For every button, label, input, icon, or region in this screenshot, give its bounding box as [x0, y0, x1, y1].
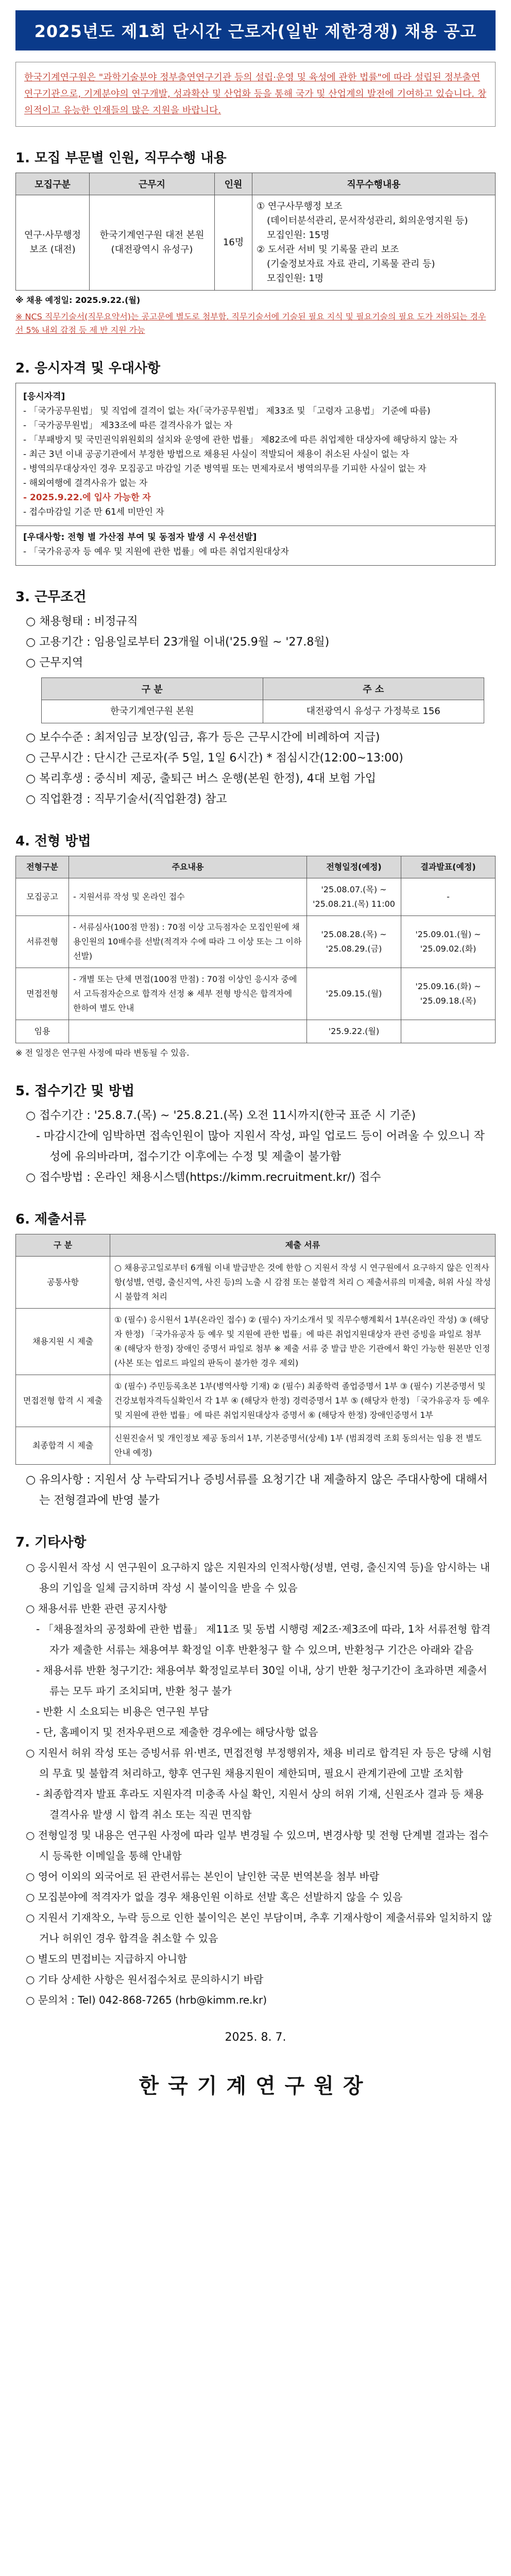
duty-line: ② 도서관 서비 및 기록물 관리 보조 [257, 244, 399, 255]
s4-note: ※ 전 일정은 연구원 사정에 따라 변동될 수 있음. [15, 1048, 190, 1058]
signature: 한국기계연구원장 [139, 2074, 372, 2098]
table-cell: '25.08.07.(목) ~ '25.08.21.(목) 11:00 [307, 878, 401, 916]
table-cell: - [401, 878, 496, 916]
list-item: - 채용서류 반환 청구기간: 채용여부 확정일로부터 30일 이내, 상기 반환 청구기간이 초과하면 제출서류는 모두 파기 조치되며, 반환 청구 불가 [36, 1664, 487, 1697]
table-cell: - 서류심사(100점 만점) : 70점 이상 고득점자순 모집인원에 채용인원의 10배수를 선발(적격자 수에 따라 그 이상 또는 그 이하 선발) [69, 916, 307, 968]
list-item: ○ 고용기간 : 임용일로부터 23개월 이내('25.9월 ~ '27.8월) [26, 636, 330, 649]
list-item: - 마감시간에 임박하면 접속인원이 많아 지원서 작성, 파일 업로드 등이 어려울 수 있으니 작성에 유의바라며, 접수기간 이후에는 수정 및 제출이 불가함 [36, 1130, 485, 1163]
table-cell: ① (필수) 주민등록초본 1부(병역사항 기재) ② (필수) 최종학력 졸업증명서 1부 ③ (필수) 기본증명서 및 건강보험자격득실확인서 각 1부 ④ (해당자 한정) 경력증명서 1부 ⑤ (해당자 한정) 「국가유공자 등 예우 및 지원에 관한 법률」에 따른 취업지원대상자 증명서 ⑥ (해당자 한정) 장애인증명서 1부 [110, 1375, 496, 1427]
table-cell: 공통사항 [16, 1257, 110, 1309]
condition-list [15, 727, 496, 810]
box-title: [우대사항: 전형 별 가산점 부여 및 동점자 발생 시 우선선발] [23, 532, 257, 543]
table-cell: 서류전형 [16, 916, 69, 968]
condition-list [15, 612, 496, 673]
col-header: 직무수행내용 [252, 173, 496, 195]
section-2-heading: 2. 응시자격 및 우대사항 [15, 361, 161, 376]
box-title: [응시자격] [23, 392, 65, 402]
col-header: 전형일정(예정) [307, 856, 401, 878]
s1-note: ※ NCS 직무기술서(직무요약서)는 공고문에 별도로 첨부함. 직무기술서에 기술된 필요 지식 및 필요기술의 필요 도가 저하되는 경우 선 5% 내외 감점 등 제 반 지원 가능 [15, 312, 486, 335]
col-header: 주요내용 [69, 856, 307, 878]
table-cell: 면접전형 합격 시 제출 [16, 1375, 110, 1427]
list-item: ○ 근무지역 [26, 656, 83, 669]
col-header: 모집구분 [16, 173, 90, 195]
doc-notes [15, 1470, 496, 1511]
intro-text: 한국기계연구원은 "과학기술분야 정부출연연구기관 등의 설립·운영 및 육성에 관한 법률"에 따라 설립된 정부출연연구기관으로, 기계분야의 연구개발, 성과확산 및 산업화 등을 통해 국가 및 산업계의 발전에 기여하고 있습니다. 창의적이고 유능한 인재들의 많은 지원을 바랍니다. [15, 62, 496, 127]
qual-line: - 접수마감일 기준 만 61세 미만인 자 [23, 507, 164, 517]
list-item: - 단, 홈페이지 및 전자우편으로 제출한 경우에는 해당사항 없음 [36, 1726, 318, 1738]
list-item: ○ 채용형태 : 비정규직 [26, 615, 138, 628]
col-header: 결과발표(예정) [401, 856, 496, 878]
list-item: ○ 지원서 기재착오, 누락 등으로 인한 불이익은 본인 부담이며, 추후 기재사항이 제출서류와 일치하지 않거나 허위인 경우 합격을 취소할 수 있음 [26, 1911, 492, 1944]
duty-line: ① 연구사무행정 보조 [257, 201, 343, 212]
list-item: ○ 접수방법 : 온라인 채용시스템(https://kimm.recruitment.kr/) 접수 [26, 1171, 381, 1184]
table-cell [401, 1020, 496, 1043]
workplace-table [41, 677, 484, 723]
section-5-heading: 5. 접수기간 및 방법 [15, 1083, 134, 1099]
list-item: ○ 영어 이외의 외국어로 된 관련서류는 본인이 날인한 국문 번역본을 첨부 바람 [26, 1870, 380, 1883]
table-cell: 한국기계연구원 본원 [42, 700, 263, 723]
qual-line: - 최근 3년 이내 공공기관에서 부정한 방법으로 채용된 사실이 적발되어 채용이 취소된 사실이 없는 자 [23, 449, 410, 460]
duty-line: (기술정보자료 자료 관리, 기록물 관리 등) [267, 259, 435, 269]
table-cell: '25.9.22.(월) [307, 1020, 401, 1043]
list-item: ○ 응시원서 작성 시 연구원이 요구하지 않은 지원자의 인적사항(성별, 연령, 출신지역 등)을 암시하는 내용의 기입을 일체 금지하며 작성 시 불이익을 받을 수 있음 [26, 1561, 490, 1594]
table-cell: 임용 [16, 1020, 69, 1043]
section-6-heading: 6. 제출서류 [15, 1212, 87, 1227]
list-item: ○ 접수기간 : '25.8.7.(목) ~ '25.8.21.(목) 오전 11시까지(한국 표준 시 기준) [26, 1109, 416, 1122]
list-item: ○ 전형일정 및 내용은 연구원 사정에 따라 일부 변경될 수 있으며, 변경사항 및 전형 단계별 결과는 접수 시 등록한 이메일을 통해 안내함 [26, 1829, 489, 1862]
list-item: ○ 근무시간 : 단시간 근로자(주 5일, 1일 6시간) * 점심시간(12:00~13:00) [26, 752, 403, 765]
list-item: ○ 기타 상세한 사항은 원서접수처로 문의하시기 바람 [26, 1973, 264, 1986]
list-item: ○ 유의사항 : 지원서 상 누락되거나 증빙서류를 요청기간 내 제출하지 않은 주대사항에 대해서는 전형결과에 반영 불가 [26, 1473, 488, 1507]
table-cell: - 개별 또는 단체 면접(100점 만점) : 70점 이상인 응시자 중에서 고득점자순으로 합격자 선정 ※ 세부 전형 방식은 합격자에 한하여 별도 안내 [69, 968, 307, 1020]
list-item: ○ 별도의 면접비는 지급하지 아니함 [26, 1953, 188, 1965]
qual-line: - 2025.9.22.에 입사 가능한 자 [23, 493, 151, 503]
table-cell: 모집공고 [16, 878, 69, 916]
documents-table [15, 1234, 496, 1465]
cell-place: 한국기계연구원 대전 본원 (대전광역시 유성구) [90, 195, 215, 291]
col-header: 제출 서류 [110, 1234, 496, 1257]
list-item: ○ 모집분야에 적격자가 없을 경우 채용인원 이하로 선발 혹은 선발하지 않을 수 있음 [26, 1891, 403, 1903]
table-cell: '25.09.01.(월) ~ '25.09.02.(화) [401, 916, 496, 968]
qual-line: - 해외여행에 결격사유가 없는 자 [23, 478, 148, 488]
table-cell: 최종합격 시 제출 [16, 1427, 110, 1465]
duty-line: (데이터분석관리, 문서작성관리, 회의운영지원 등) [267, 215, 468, 226]
table-cell: 신원진술서 및 개인정보 제공 동의서 1부, 기본증명서(상세) 1부 (범죄경력 조회 동의서는 임용 전 별도 안내 예정) [110, 1427, 496, 1465]
table-cell: ○ 채용공고일로부터 6개월 이내 발급받은 것에 한함 ○ 지원서 작성 시 연구원에서 요구하지 않은 인적사항(성별, 연령, 출신지역, 사진 등)의 노출 시 감점 또는 불합격 처리 ○ 제출서류의 미제출, 허위 사실 작성 시 불합격 처리 [110, 1257, 496, 1309]
qualification-box [15, 383, 496, 566]
qual-line: - 병역의무대상자인 경우 모집공고 마감일 기준 병역필 또는 면제자로서 병역의무를 기피한 사실이 없는 자 [23, 464, 427, 474]
section-1-heading: 1. 모집 부문별 인원, 직무수행 내용 [15, 150, 227, 166]
col-header: 근무지 [90, 173, 215, 195]
table-cell: 채용지원 시 제출 [16, 1309, 110, 1375]
table-cell: 대전광역시 유성구 가정북로 156 [263, 700, 484, 723]
misc-list [15, 1557, 496, 2010]
s1-note: ※ 채용 예정일: 2025.9.22.(월) [15, 295, 141, 305]
section-4-heading: 4. 전형 방법 [15, 834, 91, 849]
cell-category: 연구·사무행정 보조 (대전) [16, 195, 90, 291]
list-item: ○ 채용서류 반환 관련 공지사항 [26, 1602, 167, 1615]
duty-line: 모집인원: 15명 [267, 230, 330, 241]
col-header: 전형구분 [16, 856, 69, 878]
qual-line: - 「국가공무원법」 제33조에 따른 결격사유가 없는 자 [23, 420, 233, 431]
selection-table [15, 856, 496, 1043]
list-item: - 「채용절차의 공정화에 관한 법률」 제11조 및 동법 시행령 제2조·제3조에 따라, 1차 서류전형 합격자가 제출한 서류는 채용여부 확정일 이후 반환청구 할 수 있으며, 반환청구 기간은 아래와 같음 [36, 1623, 491, 1656]
col-header: 구 분 [42, 678, 263, 700]
duty-line: 모집인원: 1명 [267, 273, 324, 284]
list-item: - 최종합격자 발표 후라도 지원자격 미충족 사실 확인, 지원서 상의 허위 기재, 신원조사 결과 등 채용 결격사유 발생 시 합격 취소 또는 직권 면직함 [36, 1788, 484, 1821]
table-cell: ① (필수) 응시원서 1부(온라인 접수) ② (필수) 자기소개서 및 직무수행계획서 1부(온라인 작성) ③ (해당자 한정) 「국가유공자 등 예우 및 지원에 관한 법률」에 따른 취업지원대상자 관련 증빙을 파일로 첨부 ④ (해당자 한정) 장애인 증명서 파일로 첨부 ※ 제출 서류 중 발급 받은 기관에서 확인 가능한 원본만 인정 (사본 또는 업로드 파일의 판독이 불가한 경우 제외) [110, 1309, 496, 1375]
section-3-heading: 3. 근무조건 [15, 589, 87, 605]
contact-line[interactable]: ○ 문의처 : Tel) 042-868-7265 (hrb@kimm.re.kr) [26, 1994, 267, 2006]
list-item: - 반환 시 소요되는 비용은 연구원 부담 [36, 1705, 209, 1718]
col-header: 구 분 [16, 1234, 110, 1257]
announcement-page [15, 10, 496, 2099]
qual-line: - 「부패방지 및 국민권익위원회의 설치와 운영에 관한 법률」 제82조에 따른 취업제한 대상자에 해당하지 않는 자 [23, 435, 458, 445]
col-header: 인원 [215, 173, 252, 195]
page-title: 2025년도 제1회 단시간 근로자(일반 제한경쟁) 채용 공고 [15, 10, 496, 50]
apply-list [15, 1106, 496, 1188]
col-header: 주 소 [263, 678, 484, 700]
list-item: ○ 보수수준 : 최저임금 보장(임금, 휴가 등은 근무시간에 비례하여 지급) [26, 731, 380, 744]
table-cell: '25.08.28.(목) ~ '25.08.29.(금) [307, 916, 401, 968]
table-cell: - 지원서류 작성 및 온라인 접수 [69, 878, 307, 916]
table-cell: '25.09.16.(화) ~ '25.09.18.(목) [401, 968, 496, 1020]
list-item: ○ 직업환경 : 직무기술서(직업환경) 참고 [26, 793, 227, 806]
list-item: ○ 복리후생 : 중식비 제공, 출퇴근 버스 운행(본원 한정), 4대 보험 가입 [26, 772, 376, 785]
table-cell [69, 1020, 307, 1043]
table-cell: '25.09.15.(월) [307, 968, 401, 1020]
qual-line: - 「국가공무원법」 및 직업에 결격이 없는 자(「국가공무원법」 제33조 및 「고령자 고용법」 기준에 따름) [23, 406, 431, 416]
section-7-heading: 7. 기타사항 [15, 1535, 87, 1550]
announce-date: 2025. 8. 7. [225, 2031, 286, 2044]
recruit-table [15, 173, 496, 291]
list-item: ○ 지원서 허위 작성 또는 증빙서류 위·변조, 면접전형 부정행위자, 채용 비리로 합격된 자 등은 당해 시험의 무효 및 불합격 처리하고, 향후 연구원 채용지원이 제한되며, 필요시 관계기관에 고발 조치함 [26, 1747, 492, 1780]
cell-duties [252, 195, 496, 291]
cell-count: 16명 [215, 195, 252, 291]
table-cell: 면접전형 [16, 968, 69, 1020]
pref-line: - 「국가유공자 등 예우 및 지원에 관한 법률」에 따른 취업지원대상자 [23, 547, 289, 557]
